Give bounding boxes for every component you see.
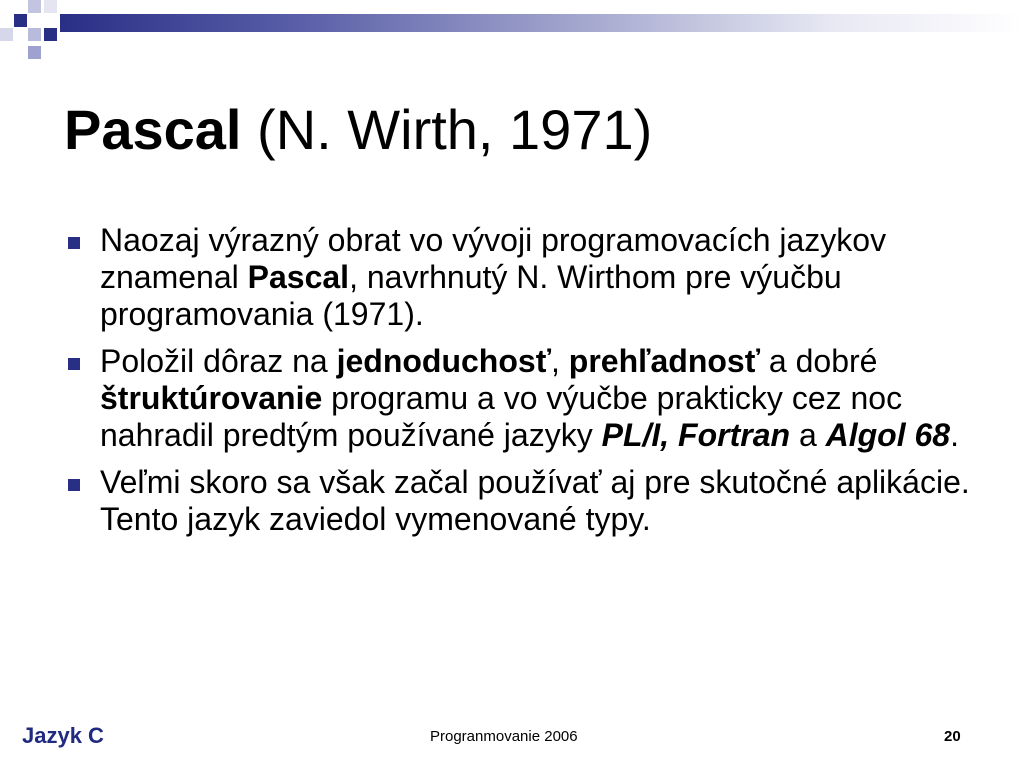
bullet-text: ,: [551, 343, 569, 379]
bullet-text: a dobré: [760, 343, 878, 379]
bullet-item: [64, 464, 974, 538]
page-number: 20: [944, 728, 961, 745]
square-bullet-icon: [68, 358, 80, 370]
bullet-bold-text: štruktúrovanie: [100, 380, 323, 416]
deco-square: [28, 46, 41, 59]
footer-course-title: Jazyk C: [22, 723, 104, 748]
deco-square: [14, 14, 27, 27]
bullet-text: Naozaj výrazný obrat vo vývoji programovacích jazykov znamenal: [100, 222, 887, 295]
title-rest: (N. Wirth, 1971): [241, 98, 653, 161]
bullet-item: [64, 222, 974, 333]
corner-decoration: [0, 0, 90, 64]
slide-content: [64, 222, 974, 548]
bullet-text: , navrhnutý N. Wirthom pre výučbu programovania (1971).: [100, 259, 842, 332]
bullet-bold-text: prehľadnosť: [568, 343, 761, 379]
bullet-bold-text: jednoduchosť: [336, 343, 552, 379]
bullet-text: Položil dôraz na: [100, 343, 337, 379]
bullet-text: .: [950, 417, 959, 453]
deco-square: [28, 0, 41, 13]
slide-title: [64, 96, 652, 164]
bullet-bold-italic-text: Algol 68: [825, 417, 951, 453]
bullet-bold-text: Pascal: [247, 259, 350, 295]
deco-square: [28, 28, 41, 41]
title-strong: Pascal: [64, 98, 242, 161]
deco-square: [44, 28, 57, 41]
bullet-bold-italic-text: PL/I, Fortran: [601, 417, 791, 453]
deco-square: [44, 0, 57, 13]
bullet-item: [64, 343, 974, 454]
square-bullet-icon: [68, 479, 80, 491]
bullet-text: programu a vo výučbe prakticky cez noc nahradil predtým používané jazyky: [100, 380, 903, 453]
deco-square: [0, 28, 13, 41]
header-gradient-band: [60, 14, 1024, 32]
bullet-text: Veľmi skoro sa však začal používať aj pre skutočné aplikácie. Tento jazyk zaviedol vymenované typy.: [100, 464, 970, 537]
square-bullet-icon: [68, 237, 80, 249]
footer-subtitle: Progranmovanie 2006: [430, 728, 578, 745]
bullet-text: a: [790, 417, 826, 453]
